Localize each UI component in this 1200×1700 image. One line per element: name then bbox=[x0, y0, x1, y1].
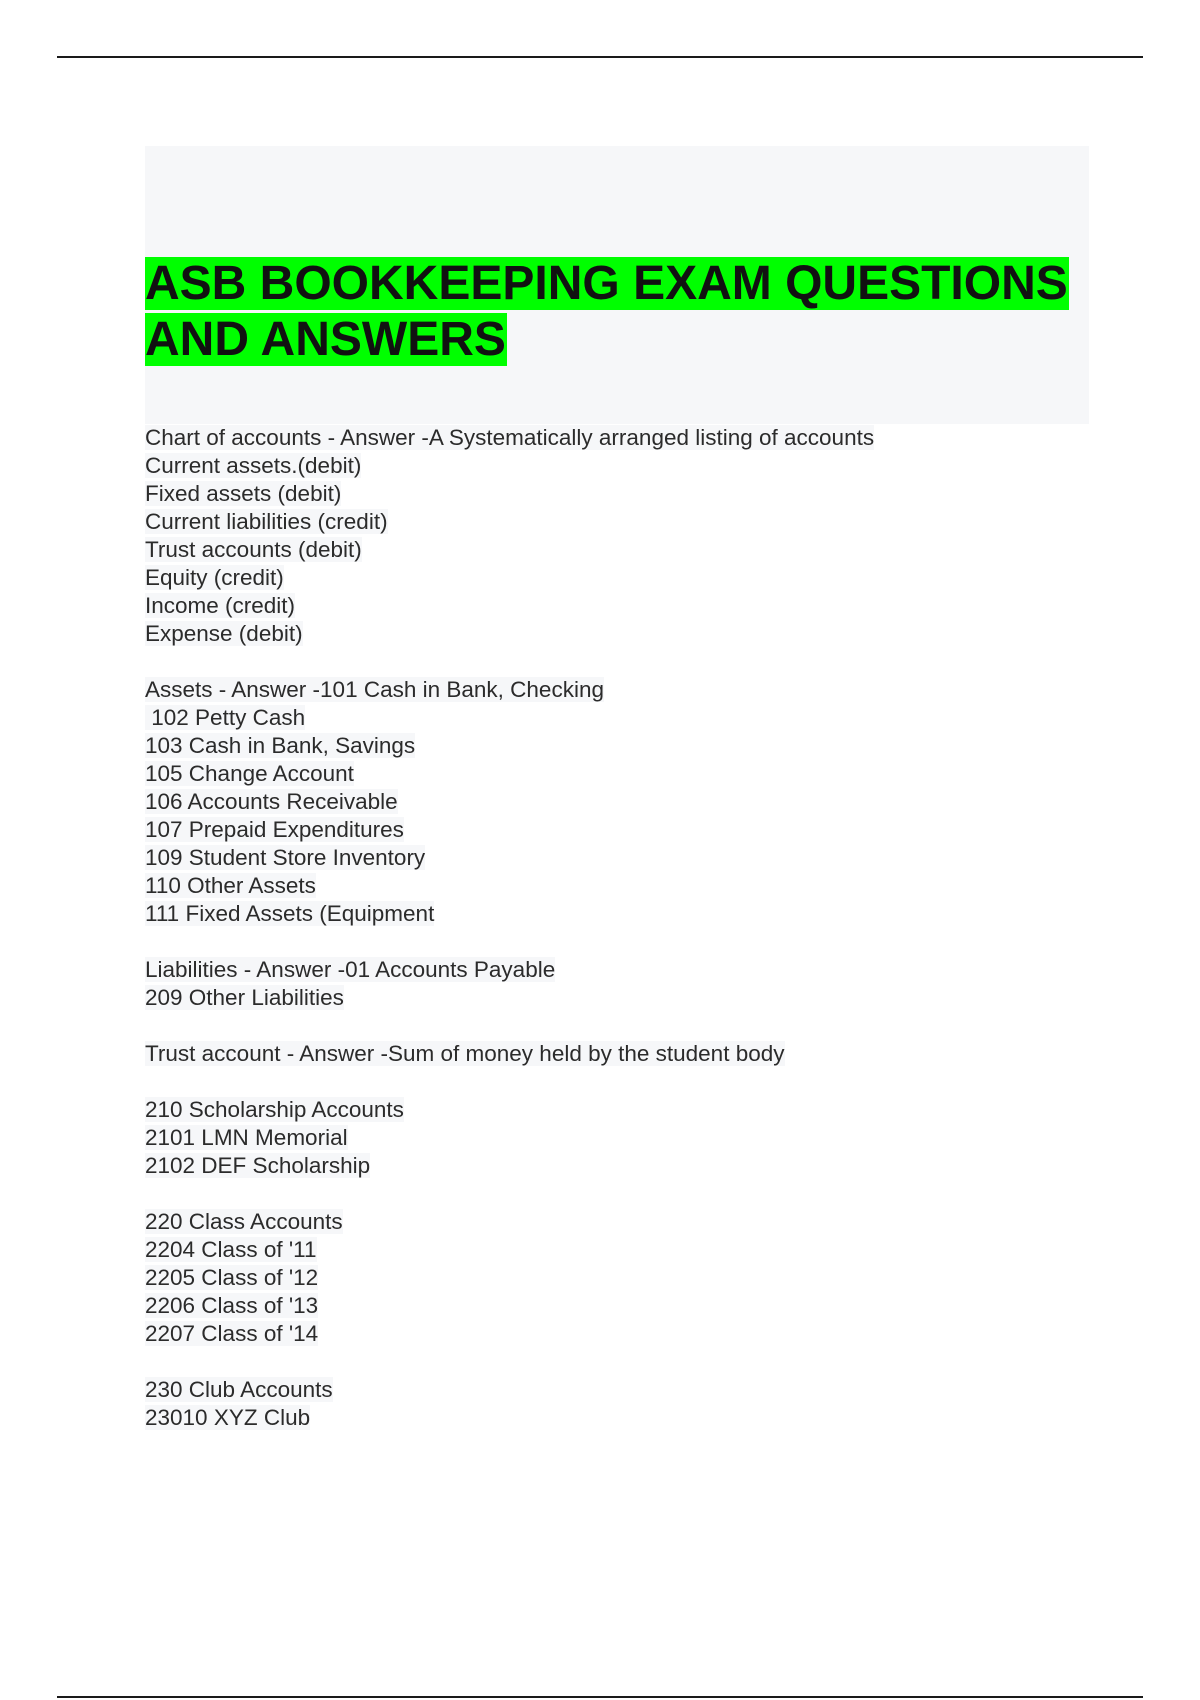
text-line bbox=[145, 508, 1145, 536]
text-line bbox=[145, 620, 1145, 648]
text-line bbox=[145, 872, 1145, 900]
qa-paragraph bbox=[145, 424, 1145, 648]
text-line bbox=[145, 564, 1145, 592]
qa-paragraph bbox=[145, 1376, 1145, 1432]
text-line bbox=[145, 984, 1145, 1012]
text-line bbox=[145, 900, 1145, 928]
qa-paragraph bbox=[145, 956, 1145, 1012]
text-line-content: 2101 LMN Memorial bbox=[145, 1125, 348, 1150]
text-line-content: 110 Other Assets bbox=[145, 873, 316, 898]
qa-paragraph bbox=[145, 1208, 1145, 1348]
text-line bbox=[145, 480, 1145, 508]
text-line bbox=[145, 732, 1145, 760]
text-line-content: 230 Club Accounts bbox=[145, 1377, 333, 1402]
text-line-content: Fixed assets (debit) bbox=[145, 481, 342, 506]
document-title bbox=[145, 256, 1069, 368]
text-line-content: Income (credit) bbox=[145, 593, 296, 618]
text-line-content: 23010 XYZ Club bbox=[145, 1405, 311, 1430]
text-line-content: Expense (debit) bbox=[145, 621, 303, 646]
text-line bbox=[145, 676, 1145, 704]
text-line-content: 2206 Class of '13 bbox=[145, 1293, 319, 1318]
qa-paragraph bbox=[145, 676, 1145, 928]
footer-rule bbox=[57, 1696, 1143, 1698]
text-line-content: 210 Scholarship Accounts bbox=[145, 1097, 404, 1122]
text-line bbox=[145, 1320, 1145, 1348]
text-line bbox=[145, 1124, 1145, 1152]
document-body bbox=[145, 424, 1145, 1460]
text-line-content: Assets - Answer -101 Cash in Bank, Checking bbox=[145, 677, 604, 702]
text-line bbox=[145, 1040, 1145, 1068]
text-line-content: 209 Other Liabilities bbox=[145, 985, 344, 1010]
text-line bbox=[145, 1236, 1145, 1264]
text-line bbox=[145, 424, 1145, 452]
text-line bbox=[145, 536, 1145, 564]
text-line-content: 2205 Class of '12 bbox=[145, 1265, 319, 1290]
text-line bbox=[145, 452, 1145, 480]
text-line bbox=[145, 1376, 1145, 1404]
text-line bbox=[145, 788, 1145, 816]
text-line-content: 103 Cash in Bank, Savings bbox=[145, 733, 416, 758]
text-line-content: 2102 DEF Scholarship bbox=[145, 1153, 371, 1178]
text-line-content: Current liabilities (credit) bbox=[145, 509, 388, 534]
text-line-content: 220 Class Accounts bbox=[145, 1209, 343, 1234]
text-line-content: Trust account - Answer -Sum of money held by the student body bbox=[145, 1041, 785, 1066]
text-line bbox=[145, 1292, 1145, 1320]
text-line-content: 102 Petty Cash bbox=[145, 705, 306, 730]
text-line bbox=[145, 956, 1145, 984]
text-line-content: 106 Accounts Receivable bbox=[145, 789, 398, 814]
text-line bbox=[145, 1208, 1145, 1236]
text-line-content: 105 Change Account bbox=[145, 761, 354, 786]
qa-paragraph bbox=[145, 1096, 1145, 1180]
header-rule bbox=[57, 56, 1143, 58]
title-line-1: ASB BOOKKEEPING EXAM QUESTIONS bbox=[145, 257, 1068, 310]
text-line bbox=[145, 844, 1145, 872]
text-line bbox=[145, 816, 1145, 844]
text-line bbox=[145, 704, 1145, 732]
text-line-content: Current assets.(debit) bbox=[145, 453, 362, 478]
text-line-content: Liabilities - Answer -01 Accounts Payable bbox=[145, 957, 556, 982]
text-line bbox=[145, 1264, 1145, 1292]
text-line-content: 2207 Class of '14 bbox=[145, 1321, 319, 1346]
text-line-content: 111 Fixed Assets (Equipment bbox=[145, 901, 435, 926]
text-line-content: 109 Student Store Inventory bbox=[145, 845, 426, 870]
text-line bbox=[145, 592, 1145, 620]
text-line bbox=[145, 1096, 1145, 1124]
text-line bbox=[145, 1404, 1145, 1432]
text-line-content: Equity (credit) bbox=[145, 565, 284, 590]
text-line bbox=[145, 1152, 1145, 1180]
text-line-content: 2204 Class of '11 bbox=[145, 1237, 317, 1262]
title-line-2: AND ANSWERS bbox=[145, 313, 506, 366]
text-line-content: Chart of accounts - Answer -A Systematically arranged listing of accounts bbox=[145, 425, 875, 450]
text-line-content: 107 Prepaid Expenditures bbox=[145, 817, 404, 842]
text-line-content: Trust accounts (debit) bbox=[145, 537, 362, 562]
text-line bbox=[145, 760, 1145, 788]
qa-paragraph bbox=[145, 1040, 1145, 1068]
